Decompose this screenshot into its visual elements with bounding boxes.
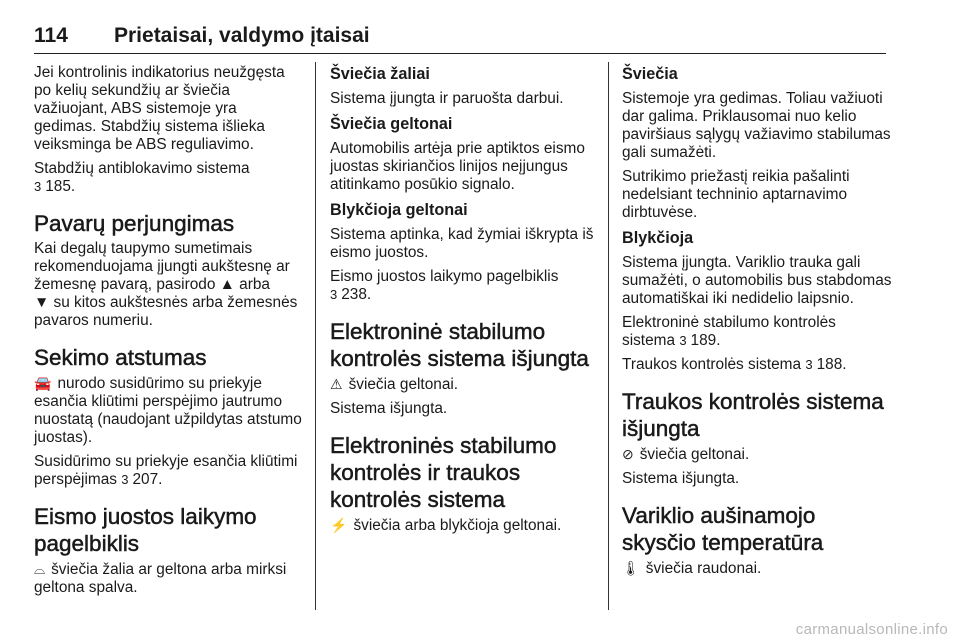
lane-keep-icon: ⌓	[34, 561, 46, 577]
tc-off-status: Sistema išjungta.	[622, 470, 740, 487]
page-ref-icon: 3	[805, 357, 813, 372]
blyk-paragraph: Sistema įjungta. Variklio trauka gali sumažėti, o automobilis bus stabdomas automatiškai iki nedidelio laipsnio.	[622, 254, 892, 307]
page-ref-link[interactable]: 189.	[690, 332, 721, 349]
vehicle-ahead-icon: 🚘	[34, 375, 52, 391]
tc-reference: Traukos kontrolės sistema 3 188.	[622, 356, 847, 373]
section-heading-coolant: Variklio aušinamojo skysčio temperatūra	[622, 503, 824, 555]
section-heading-sekimo: Sekimo atstumas	[34, 345, 207, 370]
esc-tc-icon: ⚡	[330, 517, 348, 533]
blyk-paragraph: Sistema aptinka, kad žymiai iškrypta iš eismo juostos.	[330, 226, 594, 261]
subheading-svieca: Šviečia	[622, 65, 678, 83]
column-2	[330, 64, 598, 541]
page-ref-icon: 3	[34, 179, 42, 194]
page-ref-icon: 3	[679, 333, 687, 348]
coolant-temperature-icon: 🌡	[622, 560, 640, 576]
page-ref-link[interactable]: 188.	[816, 356, 847, 373]
column-divider	[315, 62, 316, 610]
blyk-reference: Eismo juostos laikymo pagelbiklis 3 238.	[330, 268, 559, 303]
page-ref-icon: 3	[330, 287, 338, 302]
column-1	[34, 64, 302, 603]
esc-reference: Elektroninė stabilumo kontrolės sistema 3 189.	[622, 314, 836, 349]
section-heading-esc-off: Elektroninė stabilumo kontrolės sistema išjungta	[330, 319, 589, 371]
subheading-geltonai: Šviečia geltonai	[330, 115, 453, 133]
abs-reference: Stabdžių antiblokavimo sistema 3 185.	[34, 160, 250, 195]
section-heading-pavaru: Pavarų perjungimas	[34, 211, 235, 236]
subheading-zaliai: Šviečia žaliai	[330, 65, 430, 83]
esc-off-status: Sistema išjungta.	[330, 400, 448, 417]
svieca-paragraph: Sistemoje yra gedimas. Toliau važiuoti dar galima. Priklausomai nuo kelio paviršiaus sąlygų važiavimo stabilumas gali sumažėti.	[622, 90, 891, 161]
coolant-paragraph: 🌡 šviečia raudonai.	[622, 560, 762, 577]
page-number: 114	[34, 24, 68, 47]
subheading-blykcioja-geltonai: Blykčioja geltonai	[330, 201, 468, 219]
geltonai-paragraph: Automobilis artėja prie aptiktos eismo juostas skiriančios linijos neįjungus atitinkamo posūkio signalo.	[330, 140, 585, 193]
sekimo-paragraph: 🚘 nurodo susidūrimo su priekyje esančia kliūtimi perspėjimo jautrumo nuostatą (naudojant užpildytas atstumo juostas).	[34, 375, 302, 446]
zaliai-paragraph: Sistema įjungta ir paruošta darbui.	[330, 90, 564, 107]
tc-off-paragraph: ⊘ šviečia geltonai.	[622, 446, 750, 463]
watermark: carmanualsonline.info	[795, 621, 948, 638]
esc-off-paragraph: ⚠ šviečia geltonai.	[330, 376, 459, 393]
page-ref-link[interactable]: 238.	[341, 286, 372, 303]
abs-paragraph: Jei kontrolinis indikatorius neužgęsta po kelių sekundžių ar šviečia važiuojant, ABS sistemoje yra gedimas. Stabdžių sistema išlieka veiksminga be ABS reguliavimo.	[34, 64, 285, 153]
page-ref-link[interactable]: 185.	[45, 178, 76, 195]
pavaru-paragraph: Kai degalų taupymo sumetimais rekomenduojama įjungti aukštesnę ar žemesnę pavarą, pasirodo ▲ arba ▼ su kitos aukštesnės arba žemesnės pavaros numeriu.	[34, 240, 298, 329]
svieca-paragraph-2: Sutrikimo priežastį reikia pašalinti nedelsiant techninio aptarnavimo dirbtuvėse.	[622, 168, 850, 221]
section-heading-tc-off: Traukos kontrolės sistema išjungta	[622, 389, 884, 441]
esc-tc-paragraph: ⚡ šviečia arba blykčioja geltonai.	[330, 517, 562, 534]
arrow-down-icon: ▼	[34, 294, 50, 311]
section-heading-eismo: Eismo juostos laikymo pagelbiklis	[34, 504, 257, 556]
page-header	[34, 24, 886, 54]
page-ref-icon: 3	[121, 472, 129, 487]
eismo-paragraph: ⌓ šviečia žalia ar geltona arba mirksi geltona spalva.	[34, 561, 287, 596]
sekimo-reference: Susidūrimo su priekyje esančia kliūtimi perspėjimas 3 207.	[34, 453, 298, 488]
arrow-up-icon: ▲	[219, 276, 235, 293]
section-heading-esc-tc: Elektroninės stabilumo kontrolės ir traukos kontrolės sistema	[330, 433, 557, 512]
column-divider	[608, 62, 609, 610]
page-ref-link[interactable]: 207.	[132, 471, 163, 488]
column-3	[622, 64, 892, 584]
esc-off-icon: ⚠	[330, 376, 343, 392]
subheading-blykcioja: Blykčioja	[622, 229, 694, 247]
page-title: Prietaisai, valdymo įtaisai	[114, 24, 370, 47]
tc-off-icon: ⊘	[622, 446, 634, 462]
